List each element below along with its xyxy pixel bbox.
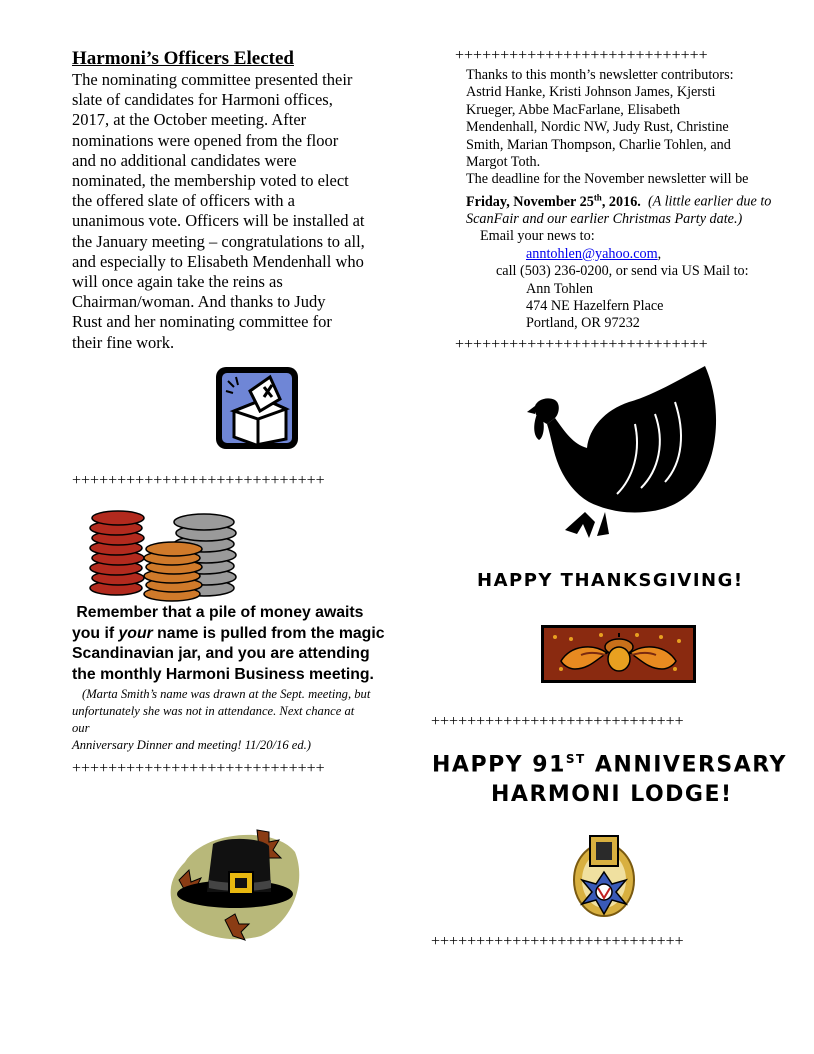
- article-line: The nominating committee presented their: [72, 70, 353, 89]
- email-link[interactable]: anntohlen@yahoo.com: [526, 245, 658, 262]
- contributors-line: Smith, Marian Thompson, Charlie Tohlen, and: [466, 136, 731, 153]
- article-line: Rust and her nominating committee for: [72, 312, 332, 332]
- article-line: nominated, the membership voted to elect: [72, 171, 349, 191]
- article-line: and especially to Elisabeth Mendenhall who: [72, 251, 364, 271]
- separator: ++++++++++++++++++++++++++++: [431, 713, 684, 730]
- note-line: Anniversary Dinner and meeting! 11/20/16 ed.): [72, 738, 311, 752]
- article-line: 2017, at the October meeting. After: [72, 110, 307, 130]
- thanksgiving-heading: HAPPY THANKSGIVING!: [477, 570, 744, 591]
- separator: ++++++++++++++++++++++++++++: [72, 760, 325, 777]
- notice-line: name is pulled from the magic: [152, 624, 385, 642]
- address-line: Ann Tohlen: [526, 280, 593, 297]
- article-line: the offered slate of officers with a: [72, 191, 295, 211]
- contributors-section: [466, 67, 796, 333]
- officers-article: [72, 70, 417, 353]
- notice-line: the monthly Harmoni Business meeting.: [72, 665, 374, 683]
- turkey-icon: [525, 362, 725, 547]
- article-line: the January meeting – congratulations to all,: [72, 231, 365, 251]
- contributors-line: Mendenhall, Nordic NW, Judy Rust, Christine: [466, 119, 729, 136]
- deadline-date: Friday, November 25th, 2016.: [466, 191, 641, 210]
- money-jar-notice: [72, 603, 417, 685]
- notice-emphasis: your: [118, 624, 153, 642]
- separator: ++++++++++++++++++++++++++++: [431, 933, 684, 950]
- separator: ++++++++++++++++++++++++++++: [455, 47, 708, 64]
- separator: ++++++++++++++++++++++++++++: [455, 336, 708, 353]
- article-line: their fine work.: [72, 332, 175, 352]
- notice-line: you if: [72, 624, 119, 642]
- note-line: unfortunately she was not in attendance. Next chance at our: [72, 704, 355, 735]
- article-line: will once again take the reins as: [72, 272, 283, 292]
- anniversary-heading-line2: HARMONI LODGE!: [491, 782, 733, 807]
- contributors-line: Krueger, Abbe MacFarlane, Elisabeth: [466, 101, 681, 118]
- officers-heading: Harmoni’s Officers Elected: [72, 48, 294, 69]
- separator: ++++++++++++++++++++++++++++: [72, 472, 325, 489]
- email-comma: ,: [657, 245, 662, 262]
- notice-line: Remember that a pile of money awaits: [76, 604, 364, 621]
- email-intro: Email your news to:: [480, 228, 595, 245]
- notice-line: Scandinavian jar, and you are attending: [72, 645, 370, 662]
- money-jar-note: [72, 686, 372, 754]
- note-line: (Marta Smith’s name was drawn at the Sept. meeting, but: [82, 687, 371, 701]
- article-line: nominations were opened from the floor: [72, 130, 339, 150]
- contributors-line: Thanks to this month’s newsletter contributors:: [466, 67, 734, 83]
- deadline-note: ScanFair and our earlier Christmas Party date.): [466, 210, 743, 227]
- deadline-line: The deadline for the November newsletter will be: [466, 171, 749, 188]
- contributors-line: Margot Toth.: [466, 154, 541, 171]
- pilgrim-hat-icon: [165, 822, 305, 942]
- deadline-note: (A little earlier due to: [647, 193, 772, 210]
- article-line: and no additional candidates were: [72, 150, 297, 170]
- address-line: Portland, OR 97232: [526, 315, 640, 332]
- lodge-emblem-icon: [568, 830, 640, 922]
- address-line: 474 NE Hazelfern Place: [526, 298, 664, 315]
- anniversary-heading-line1: HAPPY 91ST ANNIVERSARY: [432, 752, 787, 778]
- article-line: unanimous vote. Officers will be installed at: [72, 211, 365, 231]
- coin-stacks-icon: [86, 508, 241, 603]
- contributors-line: Astrid Hanke, Kristi Johnson James, Kjersti: [466, 84, 716, 101]
- article-line: Chairman/woman. And thanks to Judy: [72, 292, 326, 312]
- ballot-box-icon: [214, 365, 300, 451]
- article-line: slate of candidates for Harmoni offices,: [72, 90, 333, 110]
- autumn-leaves-acorn-banner: [541, 625, 696, 683]
- call-line: call (503) 236-0200, or send via US Mail to:: [496, 263, 749, 280]
